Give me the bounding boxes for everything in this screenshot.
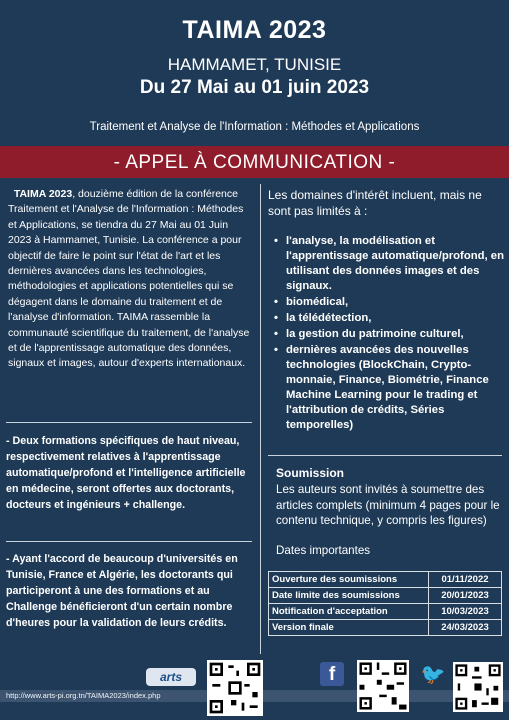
divider [6,422,252,423]
domain-text: dernières avancées des nouvelles technologies (BlockChain, Crypto-monnaie, Finance, Biométrie, Finance Machine Learning pour le trading et l'attribution de crédits, Séries temporelles) [286,344,489,431]
table-row [269,620,502,636]
date-value: 01/11/2022 [429,572,502,588]
table-row [269,588,502,604]
intro-paragraph [8,187,254,372]
formations-paragraph: - Deux formations spécifiques de haut niveau, respectivement relatives à l'apprentissage automatique/profond et l'intelligence artificielle en médecine, seront offertes aux doctorants, docteurs et ingénieurs + challenge. [6,435,246,511]
bullet-icon: • [274,328,278,340]
website-link[interactable]: http://www.arts-pi.org.tn/TAIMA2023/index.php [6,691,161,700]
qr-code-icon [357,660,409,712]
important-dates-heading: Dates importantes [276,544,371,557]
list-item [270,295,504,310]
page-title: TAIMA 2023 [182,16,327,44]
call-banner-text: - APPEL À COMMUNICATION - [113,152,396,173]
table-row [269,572,502,588]
domain-text: l'analyse, la modélisation et l'apprentissage automatique/profond, en utilisant des données images et des signaux. [286,235,504,292]
date-label: Notification d'acceptation [269,604,429,620]
domain-text: biomédical, [286,296,349,308]
divider [6,541,252,542]
bullet-icon: • [274,235,278,247]
intro-text: , douzième édition de la conférence Traitement et l'Analyse de l'Information : Méthodes et Applications, se tiendra du 27 Mai au 01 Juin 2023 à Hammamet, Tunisie. La conférence a pour objectif de faire le point sur l'état de l'art et les dernières avancées dans les technologies, méthodologies et applications potentielles qui se dégagent dans le domaine du traitement et de l'analyse d'information. TAIMA rassemble la communauté scientifique du traitement, de l'analyse et de l'apprentissage automatique des données, signaux et images, autour d'experts internationaux. [8,188,250,370]
submission-text: Les auteurs sont invités à soumettre des articles complets (minimum 4 pages pour le contenu technique, y compris les figures) [276,483,500,528]
qr-code-icon [207,660,263,716]
date-value: 10/03/2023 [429,604,502,620]
list-item [270,327,504,342]
bullet-icon: • [274,296,278,308]
bullet-icon: • [274,344,278,356]
list-item [270,234,504,294]
facebook-icon[interactable]: f [320,662,344,686]
column-divider [260,184,261,654]
bullet-icon: • [274,312,278,324]
domains-list [270,234,504,434]
list-item [270,311,504,326]
domain-text: la télédétection, [286,312,372,324]
qr-code-icon [453,662,503,712]
important-dates-table [268,571,502,636]
twitter-icon[interactable]: 🐦 [420,664,446,686]
conference-subtitle: Traitement et Analyse de l'Information : Méthodes et Applications [89,121,420,133]
date-value: 24/03/2023 [429,620,502,636]
date-label: Version finale [269,620,429,636]
submission-heading: Soumission [276,466,345,480]
domain-text: la gestion du patrimoine culturel, [286,328,464,340]
intro-name: TAIMA 2023 [13,188,73,200]
date-value: 20/01/2023 [429,588,502,604]
date-label: Ouverture des soumissions [269,572,429,588]
event-dates: Du 27 Mai au 01 juin 2023 [139,77,370,98]
accord-paragraph: - Ayant l'accord de beaucoup d'universités en Tunisie, France et Algérie, les doctorants qui participeront à une des formations et au Challenge bénéficieront d'un certain nombre d'heures pour la validation de leurs crédits. [6,553,238,629]
city-line: HAMMAMET, TUNISIE [167,55,342,74]
list-item [270,343,504,433]
domains-intro: Les domaines d'intérêt incluent, mais ne sont pas limités à : [268,188,482,218]
table-row [269,604,502,620]
date-label: Date limite des soumissions [269,588,429,604]
divider [268,455,502,456]
arts-logo: arts [146,668,196,686]
